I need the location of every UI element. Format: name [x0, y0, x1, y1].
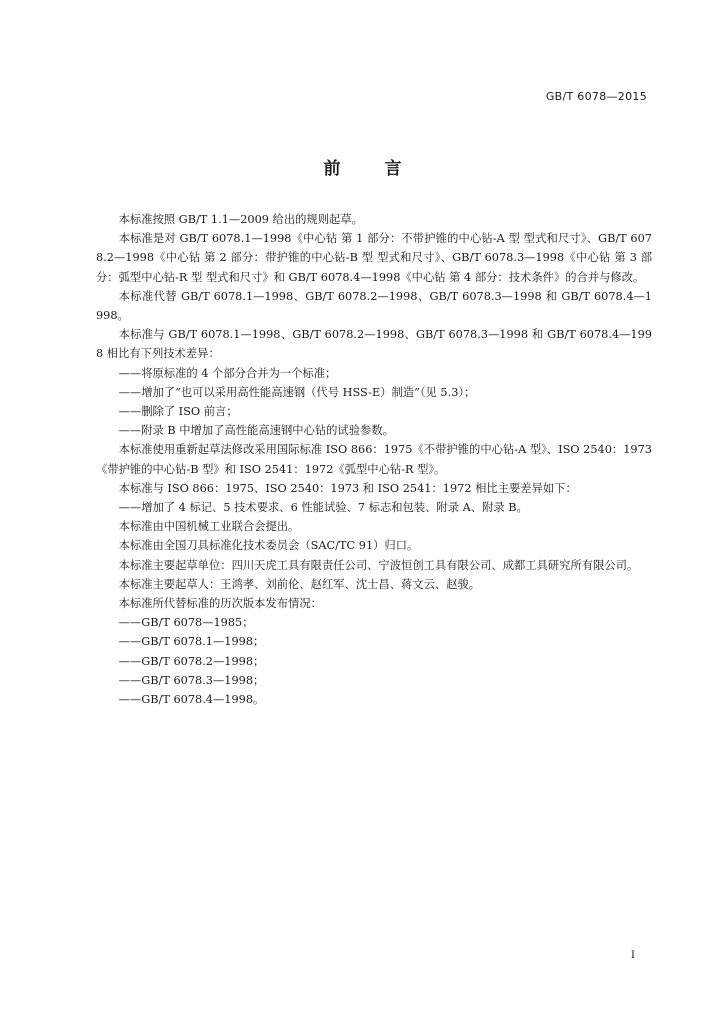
paragraph-drafting-organizations: 本标准主要起草单位：四川天虎工具有限责任公司、宁波恒创工具有限公司、成都工具研究所有限公司。	[118, 558, 639, 572]
difference-item: ——附录 B 中增加了高性能高速钢中心钻的试验参数。	[118, 424, 394, 438]
iso-difference-item: ——增加了 4 标记、5 技术要求、6 性能试验、7 标志和包装、附录 A、附录 B。	[118, 501, 528, 515]
page-title	[0, 154, 725, 179]
paragraph-drafters: 本标准主要起草人：王鸿孝、刘前伦、赵红军、沈士昌、蒋文云、赵骏。	[118, 577, 481, 591]
standard-code: GB/T 6078—2015	[545, 90, 647, 103]
paragraph-replaces: 本标准代替 GB/T 6078.1—1998、GB/T 6078.2—1998、GB/T 6078.3—1998 和 GB/T 6078.4—1998。	[96, 289, 652, 323]
title-char-1: 前	[323, 159, 341, 179]
paragraph-proposed-by: 本标准由中国机械工业联合会提出。	[118, 520, 300, 534]
foreword-body	[96, 210, 652, 709]
paragraph-iso-adoption: 本标准使用重新起草法修改采用国际标准 ISO 866：1975《不带护锥的中心钻-A 型》、ISO 2540：1973《带护锥的中心钻-B 型》和 ISO 2541：1972《弧型中心钻-R 型》。	[96, 443, 652, 476]
paragraph-iso-differences: 本标准与 ISO 866：1975、ISO 2540：1973 和 ISO 2541：1972 相比主要差异如下：	[118, 481, 577, 495]
page-number: I	[631, 950, 635, 961]
paragraph-drafting-rules: 本标准按照 GB/T 1.1—2009 给出的规则起草。	[118, 213, 363, 226]
paragraph-under-jurisdiction: 本标准由全国刀具标准化技术委员会（SAC/TC 91）归口。	[118, 539, 419, 553]
history-item: ——GB/T 6078.4—1998。	[118, 693, 265, 707]
paragraph-merge-basis: 本标准是对 GB/T 6078.1—1998《中心钻 第 1 部分：不带护锥的中心钻-A 型 型式和尺寸》、GB/T 6078.2—1998《中心钻 第 2 部分：带护锥的中心钻-B 型 型式和尺寸》、GB/T 6078.3—1998《中心钻 第 3 部分：弧型中心钻-R 型 型式和尺寸》和 GB/T 6078.4—1998《中心钻 第 4 部分：技术条件》的合并与修改。	[96, 232, 652, 284]
history-item: ——GB/T 6078.3—1998；	[118, 673, 265, 687]
difference-item: ——增加了“也可以采用高性能高速钢（代号 HSS-E）制造”（见 5.3）；	[118, 385, 476, 399]
difference-item: ——删除了 ISO 前言；	[118, 405, 238, 419]
title-char-2: 言	[384, 159, 402, 179]
history-item: ——GB/T 6078.2—1998；	[118, 654, 265, 668]
difference-item: ——将原标准的 4 个部分合并为一个标准；	[118, 366, 337, 380]
history-item: ——GB/T 6078.1—1998；	[118, 635, 265, 649]
history-item: ——GB/T 6078—1985；	[118, 616, 254, 630]
paragraph-history-intro: 本标准所代替标准的历次版本发布情况：	[118, 597, 322, 611]
paragraph-differences-intro: 本标准与 GB/T 6078.1—1998、GB/T 6078.2—1998、GB/T 6078.3—1998 和 GB/T 6078.4—1998 相比有下列技术差异：	[96, 328, 652, 361]
